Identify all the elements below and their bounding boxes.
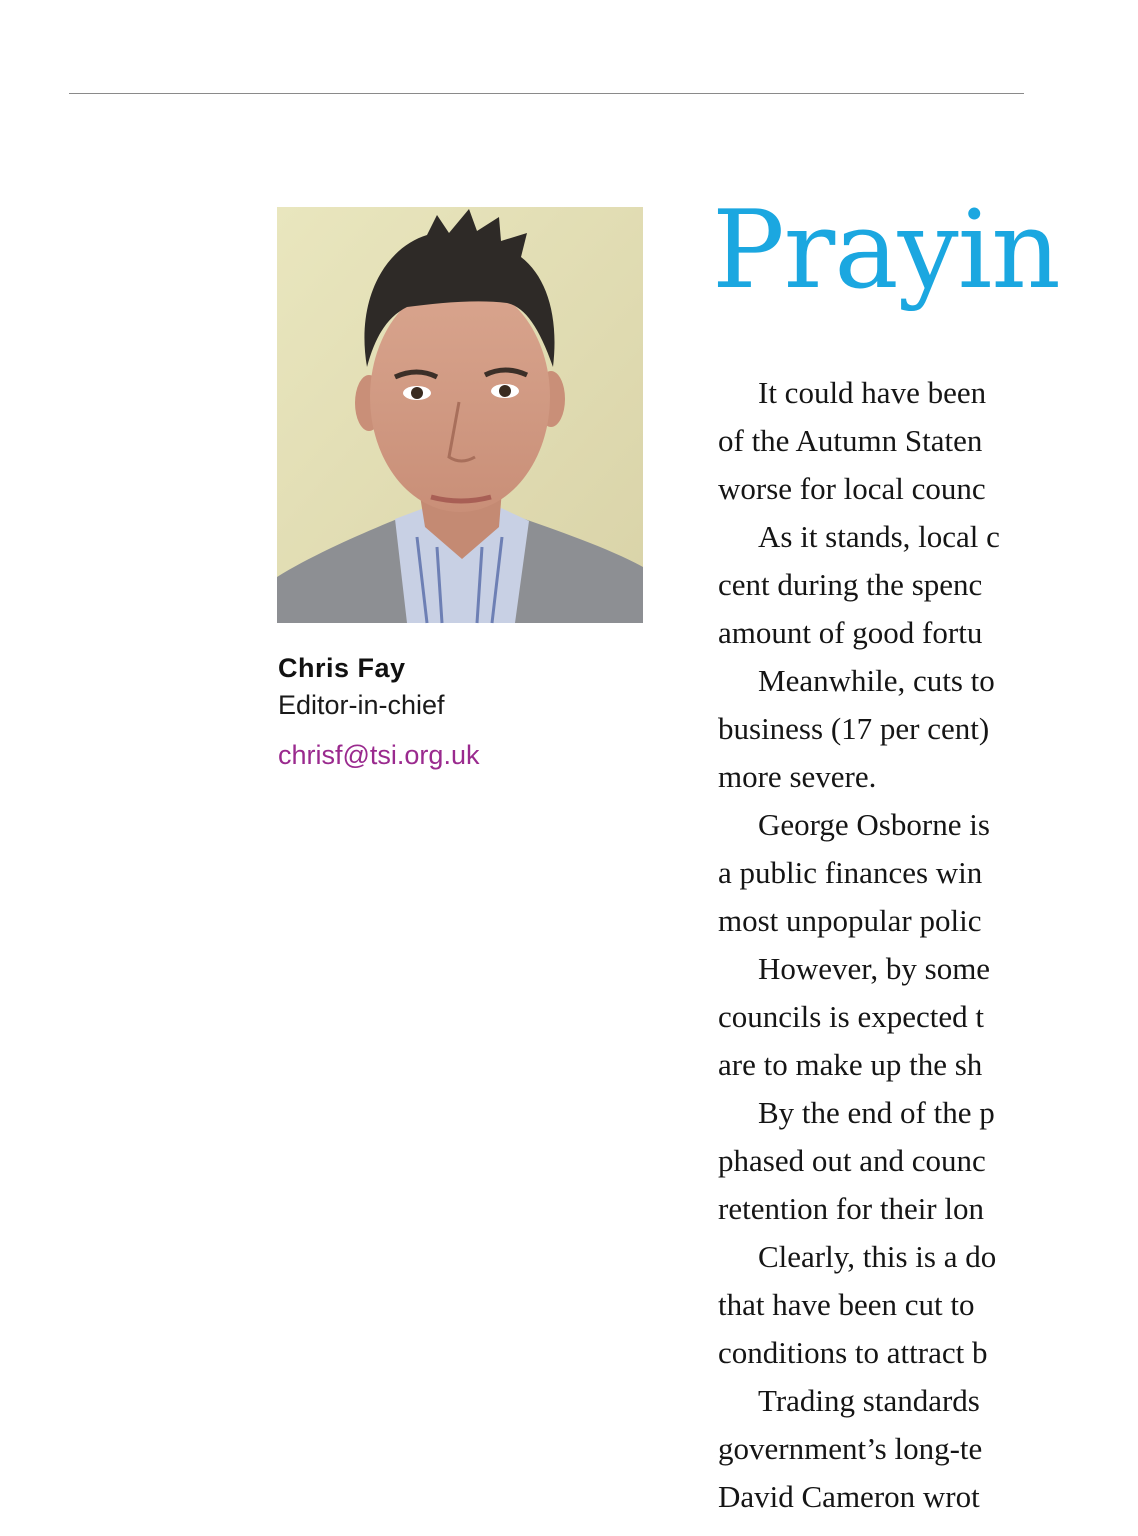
body-line: of the Autumn Staten [718, 423, 983, 458]
author-photo [277, 207, 643, 623]
body-line: cent during the spenc [718, 567, 983, 602]
author-name: Chris Fay [278, 653, 406, 683]
body-line: a public finances win [718, 855, 983, 890]
body-line: government’s long-te [718, 1431, 983, 1466]
body-line: As it stands, local c [758, 519, 1000, 554]
body-line: phased out and counc [718, 1143, 986, 1178]
body-line: David Cameron wrot [718, 1479, 980, 1514]
body-line: Meanwhile, cuts to [758, 663, 995, 698]
body-line: George Osborne is [758, 807, 990, 842]
body-line: councils is expected t [718, 999, 984, 1034]
body-line: Clearly, this is a do [758, 1239, 997, 1274]
author-email-link[interactable]: chrisf@tsi.org.uk [278, 740, 480, 770]
body-line: By the end of the p [758, 1095, 995, 1130]
body-line: Trading standards [758, 1383, 980, 1418]
body-line: However, by some [758, 951, 991, 986]
body-line: most unpopular polic [718, 903, 982, 938]
body-line: business (17 per cent) [718, 711, 990, 746]
body-line: amount of good fortu [718, 615, 983, 650]
article-body [718, 369, 1138, 1521]
body-line: retention for their lon [718, 1191, 984, 1226]
author-byline [278, 650, 479, 772]
body-line: It could have been [758, 375, 987, 410]
body-line: that have been cut to [718, 1287, 975, 1322]
body-line: are to make up the sh [718, 1047, 983, 1082]
body-line: conditions to attract b [718, 1335, 988, 1370]
body-line: more severe. [718, 759, 877, 794]
header-divider [69, 93, 1024, 94]
body-line: worse for local counc [718, 471, 986, 506]
author-role: Editor-in-chief [278, 690, 445, 720]
article-headline: Prayin [712, 188, 1060, 313]
